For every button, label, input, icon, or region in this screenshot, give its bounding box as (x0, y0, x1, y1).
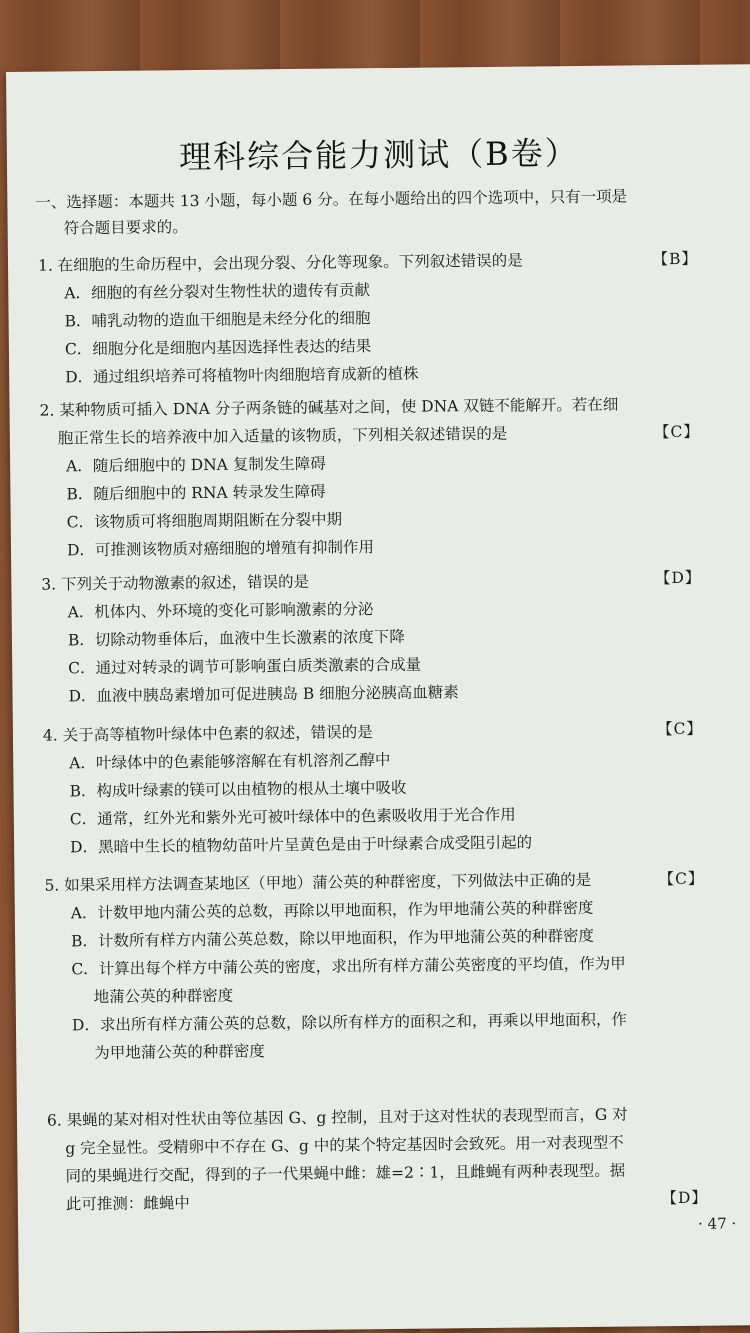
exam-page (6, 64, 750, 1333)
option-a: A．机体内、外环境的变化可影响激素的分泌 (67, 600, 374, 622)
option-a: A．计数甲地内蒲公英的总数，再除以甲地面积，作为甲地蒲公英的种群密度 (70, 898, 594, 923)
page-number: · 47 · (698, 1214, 737, 1233)
intro-line: 一、选择题：本题共 13 小题，每小题 6 分。在每小题给出的四个选项中，只有一项是 (35, 187, 628, 212)
option-c (45, 949, 706, 1012)
question-4 (43, 715, 704, 862)
option-line: D．求出所有样方蒲公英的总数，除以所有样方的面积之和，再乘以甲地面积，作 (71, 1010, 627, 1035)
question-stem (47, 1100, 708, 1219)
answer-mark: 【D】 (654, 568, 702, 588)
option-a: A．叶绿体中的色素能够溶解在有机溶剂乙醇中 (69, 751, 391, 773)
stem-line: 同的果蝇进行交配，得到的子一代果蝇中雌：雄=2∶1，且雌蝇有两种表现型。据 (65, 1161, 626, 1186)
option-d: D．血液中胰岛素增加可促进胰岛 B 细胞分泌胰高血糖素 (68, 683, 459, 706)
option-line: 地蒲公英的种群密度 (93, 986, 234, 1007)
page-title: 理科综合能力测试（B卷） (178, 134, 579, 177)
option-line: C．计算出每个样方中蒲公英的密度，求出所有样方蒲公英密度的平均值，作为甲 (71, 954, 626, 979)
option-a: A．随后细胞中的 DNA 复制发生障碍 (66, 454, 326, 476)
option-b: B．构成叶绿素的镁可以由植物的根从土壤中吸收 (69, 778, 407, 801)
question-6 (47, 1100, 708, 1219)
answer-mark: 【C】 (656, 719, 704, 739)
section-intro (35, 183, 696, 242)
option-d: D．通过组织培养可将植物叶肉细胞培育成新的植株 (65, 364, 419, 387)
stem-line: 6. 果蝇的某对相对性状由等位基因 G、g 控制，且对于这对性状的表现型而言，G 对 (46, 1105, 628, 1130)
question-3 (41, 564, 702, 711)
option-d (46, 1005, 707, 1068)
option-b: B．哺乳动物的造血干细胞是未经分化的细胞 (64, 309, 371, 331)
question-5 (44, 865, 706, 1068)
option-c: C．细胞分化是细胞内基因选择性表达的结果 (64, 337, 372, 359)
stem-line: g 完全显性。受精卵中不存在 G、g 中的某个特定基因时会致死。用一对表现型不 (65, 1133, 624, 1158)
stem-line: 此可推测：雌蝇中 (65, 1194, 190, 1214)
answer-mark: 【C】 (653, 422, 700, 442)
option-b: B．随后细胞中的 RNA 转录发生障碍 (66, 482, 326, 504)
stem-line: 胞正常生长的培养液中加入适量的该物质，下列相关叙述错误的是 (57, 424, 508, 448)
option-line: 为甲地蒲公英的种群密度 (94, 1042, 265, 1063)
option-a: A．细胞的有丝分裂对生物性状的遗传有贡献 (64, 281, 371, 303)
option-b: B．计数所有样方内蒲公英总数，除以甲地面积，作为甲地蒲公英的种群密度 (71, 926, 595, 951)
stem-line: 2. 某种物质可插入 DNA 分子两条链的碱基对之间，使 DNA 双链不能解开。若在细 (39, 395, 619, 420)
question-2 (39, 390, 701, 565)
option-d: D．可推测该物质对癌细胞的增殖有抑制作用 (66, 538, 375, 560)
question-1 (38, 245, 699, 392)
answer-mark: 【B】 (652, 249, 699, 269)
option-b: B．切除动物垂体后，血液中生长激素的浓度下降 (67, 627, 405, 650)
option-c: C．通常，红外光和紫外光可被叶绿体中的色素吸收用于光合作用 (69, 805, 516, 829)
stem-line: 1. 在细胞的生命历程中，会出现分裂、分化等现象。下列叙述错误的是 (37, 251, 523, 275)
stem-line: 3. 下列关于动物激素的叙述，错误的是 (41, 572, 310, 594)
answer-mark: 【C】 (658, 869, 705, 889)
stem-line: 5. 如果采用样方法调查某地区（甲地）蒲公英的种群密度，下列做法中正确的是 (44, 870, 592, 895)
option-d: D．黑暗中生长的植物幼苗叶片呈黄色是由于叶绿素合成受阻引起的 (70, 833, 533, 857)
intro-line: 符合题目要求的。 (63, 218, 188, 238)
option-c: C．该物质可将细胞周期阻断在分裂中期 (66, 510, 343, 532)
stem-line: 4. 关于高等植物叶绿体中色素的叙述，错误的是 (42, 723, 373, 745)
option-c: C．通过对转录的调节可影响蛋白质类激素的合成量 (68, 655, 422, 678)
question-stem (39, 390, 700, 453)
answer-mark: 【D】 (661, 1188, 708, 1208)
